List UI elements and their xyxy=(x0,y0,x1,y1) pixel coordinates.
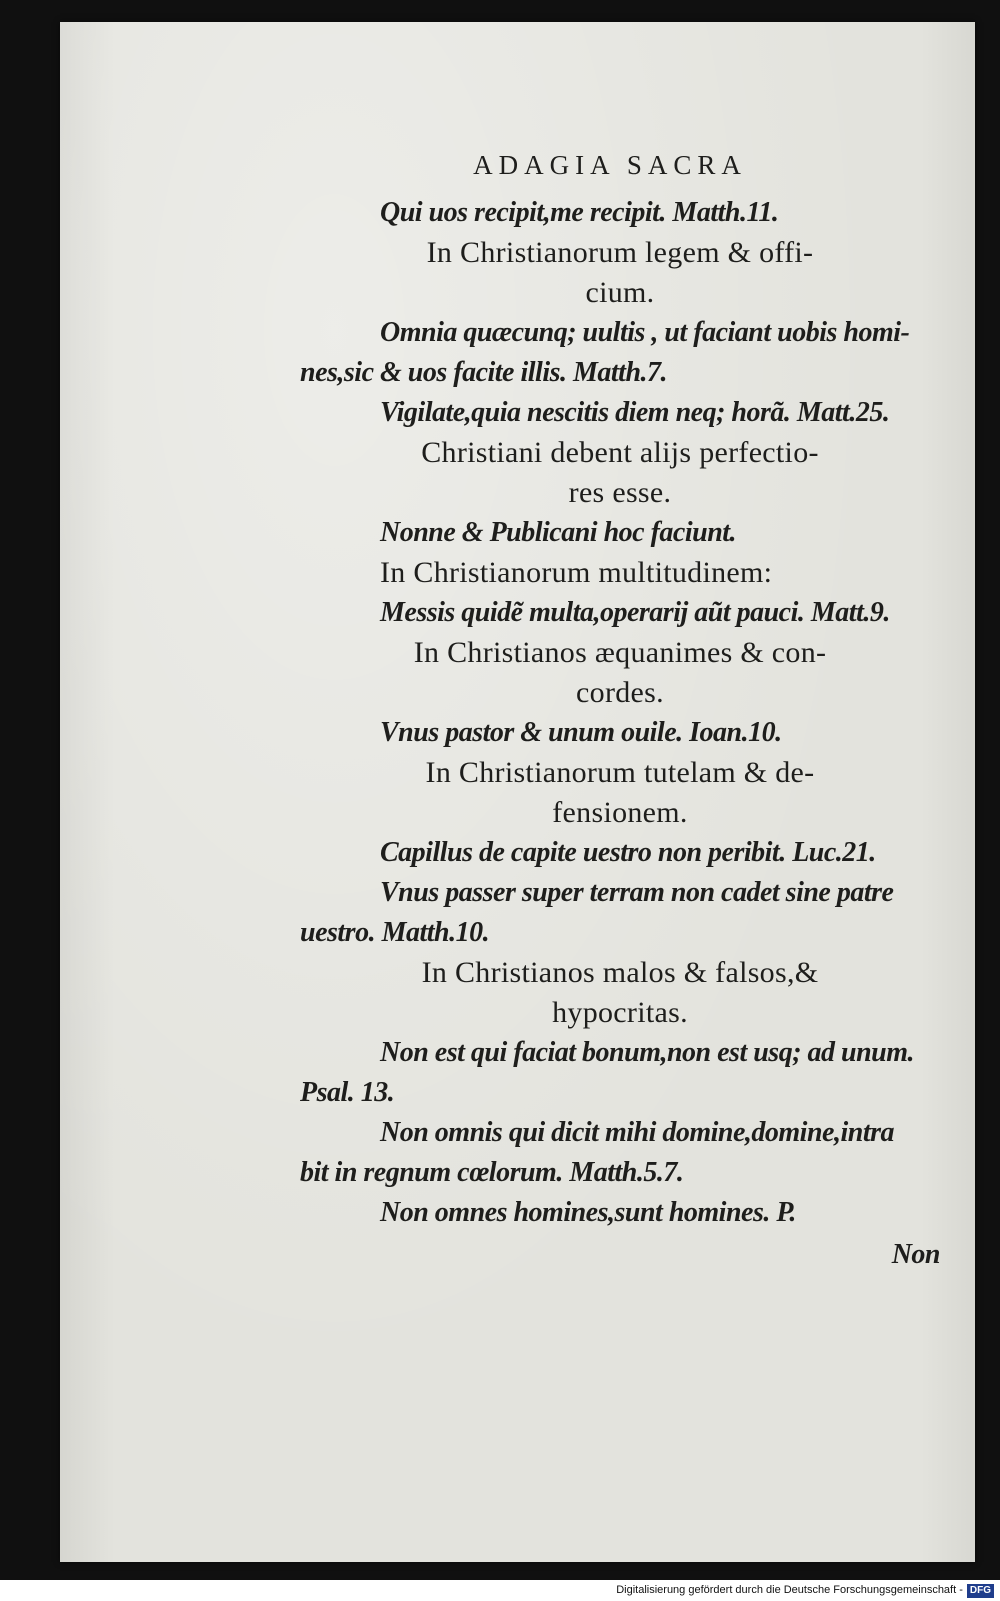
text-line: res esse. xyxy=(568,476,672,509)
text-line: Qui uos recipit,me recipit. Matth.11. xyxy=(380,197,779,228)
digitization-credit-bar xyxy=(0,1580,1000,1601)
text-line: In Christianos malos & falsos,& xyxy=(421,956,819,989)
text-line: Messis quidẽ multa,operarij aũt pauci. Matt.9. xyxy=(380,597,890,628)
text-line: In Christianos æquanimes & con- xyxy=(413,636,827,669)
text-block xyxy=(300,150,940,1275)
text-line: fensionem. xyxy=(552,796,688,829)
text-line: Nonne & Publicani hoc faciunt. xyxy=(380,517,737,548)
text-line: cordes. xyxy=(576,676,664,709)
text-lines xyxy=(300,193,940,1233)
digitization-credit-text: Digitalisierung gefördert durch die Deutsche Forschungsgemeinschaft - xyxy=(616,1584,963,1596)
text-line: Non est qui faciat bonum,non est usq; ad unum. xyxy=(380,1037,915,1068)
text-line: Non omnes homines,sunt homines. P. xyxy=(380,1197,796,1228)
text-line: Vnus pastor & unum ouile. Ioan.10. xyxy=(380,717,782,748)
dfg-logo-icon: DFG xyxy=(967,1584,994,1598)
running-head: ADAGIA SACRA xyxy=(473,150,747,180)
text-line: Psal. 13. xyxy=(300,1077,395,1108)
catchword: Non xyxy=(891,1239,940,1270)
text-line: Omnia quæcunq; uultis , ut faciant uobis homi- xyxy=(380,317,910,348)
text-line: In Christianorum multitudinem: xyxy=(380,556,773,589)
text-line: Capillus de capite uestro non peribit. Luc.21. xyxy=(380,837,876,868)
text-line: uestro. Matth.10. xyxy=(300,917,490,948)
text-line: In Christianorum legem & offi- xyxy=(426,236,814,269)
text-line: hypocritas. xyxy=(552,996,688,1029)
book-page xyxy=(60,22,975,1562)
text-line: Vnus passer super terram non cadet sine patre xyxy=(380,877,894,908)
text-line: Vigilate,quia nescitis diem neq; horã. Matt.25. xyxy=(380,397,890,428)
text-line: In Christianorum tutelam & de- xyxy=(425,756,815,789)
text-line: Non omnis qui dicit mihi domine,domine,intra xyxy=(380,1117,894,1148)
text-line: cium. xyxy=(585,276,655,309)
text-line: Christiani debent alijs perfectio- xyxy=(421,436,819,469)
text-line: nes,sic & uos facite illis. Matth.7. xyxy=(300,357,668,388)
text-line: bit in regnum cœlorum. Matth.5.7. xyxy=(300,1157,684,1188)
